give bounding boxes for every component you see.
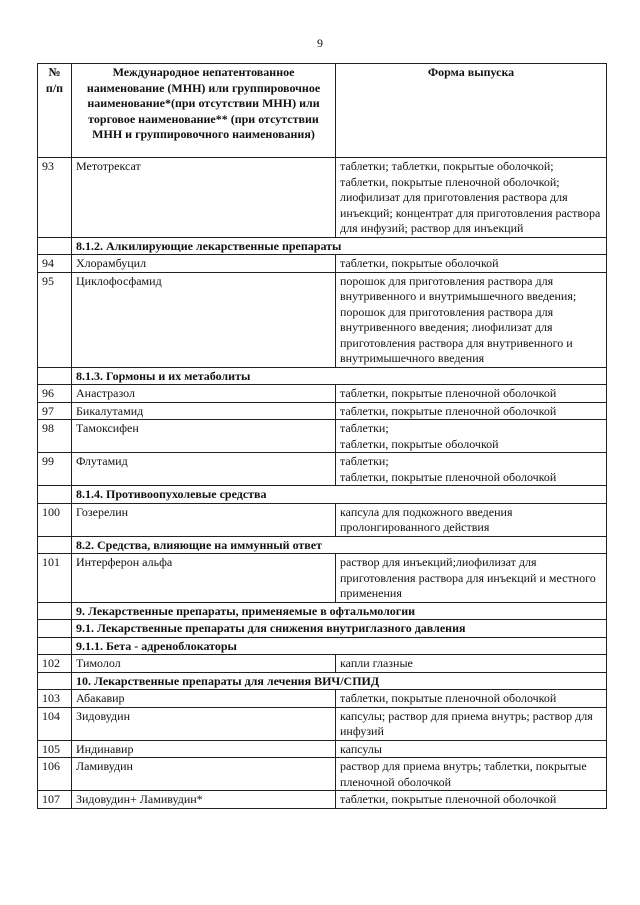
- table-row: [38, 740, 607, 758]
- table-row: [38, 272, 607, 367]
- section-number-cell: [38, 637, 72, 655]
- release-form: капсулы: [336, 740, 607, 758]
- drug-name: Анастразол: [72, 385, 336, 403]
- table-row: [38, 690, 607, 708]
- section-row: [38, 602, 607, 620]
- section-heading: 8.1.3. Гормоны и их метаболиты: [72, 367, 607, 385]
- section-number-cell: [38, 672, 72, 690]
- drug-name: Интерферон альфа: [72, 554, 336, 603]
- row-number: 101: [38, 554, 72, 603]
- drug-name: Зидовудин+ Ламивудин*: [72, 791, 336, 809]
- table-row: [38, 402, 607, 420]
- drug-name: Ламивудин: [72, 758, 336, 791]
- section-row: [38, 486, 607, 504]
- section-heading: 10. Лекарственные препараты для лечения ВИЧ/СПИД: [72, 672, 607, 690]
- table-row: [38, 791, 607, 809]
- drug-name: Метотрексат: [72, 158, 336, 238]
- section-number-cell: [38, 602, 72, 620]
- release-form: раствор для инъекций;лиофилизат для приготовления раствора для инъекций и местного применения: [336, 554, 607, 603]
- row-number: 102: [38, 655, 72, 673]
- section-heading: 9. Лекарственные препараты, применяемые в офтальмологии: [72, 602, 607, 620]
- release-form: таблетки, покрытые пленочной оболочкой: [336, 791, 607, 809]
- table-row: [38, 158, 607, 238]
- table-row: [38, 385, 607, 403]
- section-row: [38, 536, 607, 554]
- row-number: 104: [38, 707, 72, 740]
- header-form: Форма выпуска: [336, 64, 607, 158]
- row-number: 98: [38, 420, 72, 453]
- section-heading: 9.1.1. Бета - адреноблокаторы: [72, 637, 607, 655]
- table-header-row: [38, 64, 607, 158]
- table-row: [38, 655, 607, 673]
- release-form: капли глазные: [336, 655, 607, 673]
- table-body: [38, 158, 607, 809]
- section-number-cell: [38, 367, 72, 385]
- release-form: таблетки; таблетки, покрытые оболочкой: [336, 420, 607, 453]
- row-number: 106: [38, 758, 72, 791]
- table-row: [38, 554, 607, 603]
- drug-name: Хлорамбуцил: [72, 255, 336, 273]
- release-form: таблетки, покрытые пленочной оболочкой: [336, 690, 607, 708]
- release-form: таблетки, покрытые пленочной оболочкой: [336, 385, 607, 403]
- drug-name: Гозерелин: [72, 503, 336, 536]
- medication-table: [37, 63, 607, 809]
- release-form: порошок для приготовления раствора для внутривенного и внутримышечного введения; порошок для приготовления раствора для внутривенного введения; лиофилизат для приготовления раствора для внутривенного и внутримышечного введения: [336, 272, 607, 367]
- row-number: 103: [38, 690, 72, 708]
- section-heading: 9.1. Лекарственные препараты для снижения внутриглазного давления: [72, 620, 607, 638]
- section-number-cell: [38, 486, 72, 504]
- drug-name: Флутамид: [72, 453, 336, 486]
- section-row: [38, 237, 607, 255]
- drug-name: Циклофосфамид: [72, 272, 336, 367]
- drug-name: Тамоксифен: [72, 420, 336, 453]
- page-number: 9: [317, 36, 323, 50]
- release-form: капсула для подкожного введения пролонгированного действия: [336, 503, 607, 536]
- row-number: 93: [38, 158, 72, 238]
- row-number: 100: [38, 503, 72, 536]
- drug-name: Абакавир: [72, 690, 336, 708]
- section-row: [38, 367, 607, 385]
- drug-name: Индинавир: [72, 740, 336, 758]
- table-row: [38, 503, 607, 536]
- table-row: [38, 758, 607, 791]
- table-row: [38, 420, 607, 453]
- section-heading: 8.1.4. Противоопухолевые средства: [72, 486, 607, 504]
- header-name: Международное непатентованное наименование (МНН) или группировочное наименование*(при отсутствии МНН) или торговое наименование** (при отсутствии МНН и группировочного наименования): [72, 64, 336, 158]
- release-form: таблетки, покрытые оболочкой: [336, 255, 607, 273]
- table-row: [38, 255, 607, 273]
- section-row: [38, 637, 607, 655]
- row-number: 99: [38, 453, 72, 486]
- section-number-cell: [38, 237, 72, 255]
- section-heading: 8.2. Средства, влияющие на иммунный ответ: [72, 536, 607, 554]
- section-row: [38, 672, 607, 690]
- drug-name: Зидовудин: [72, 707, 336, 740]
- section-number-cell: [38, 620, 72, 638]
- drug-name: Тимолол: [72, 655, 336, 673]
- release-form: таблетки; таблетки, покрытые пленочной оболочкой: [336, 453, 607, 486]
- section-heading: 8.1.2. Алкилирующие лекарственные препараты: [72, 237, 607, 255]
- release-form: таблетки; таблетки, покрытые оболочкой; таблетки, покрытые пленочной оболочкой; лиофилизат для приготовления раствора для инъекций; концентрат для приготовления раствора для инфузий; раствор для инъекций: [336, 158, 607, 238]
- table-row: [38, 707, 607, 740]
- table-row: [38, 453, 607, 486]
- row-number: 94: [38, 255, 72, 273]
- row-number: 97: [38, 402, 72, 420]
- row-number: 107: [38, 791, 72, 809]
- release-form: раствор для приема внутрь; таблетки, покрытые пленочной оболочкой: [336, 758, 607, 791]
- section-row: [38, 620, 607, 638]
- release-form: капсулы; раствор для приема внутрь; раствор для инфузий: [336, 707, 607, 740]
- row-number: 95: [38, 272, 72, 367]
- row-number: 105: [38, 740, 72, 758]
- row-number: 96: [38, 385, 72, 403]
- release-form: таблетки, покрытые пленочной оболочкой: [336, 402, 607, 420]
- drug-name: Бикалутамид: [72, 402, 336, 420]
- header-number: № п/п: [38, 64, 72, 158]
- section-number-cell: [38, 536, 72, 554]
